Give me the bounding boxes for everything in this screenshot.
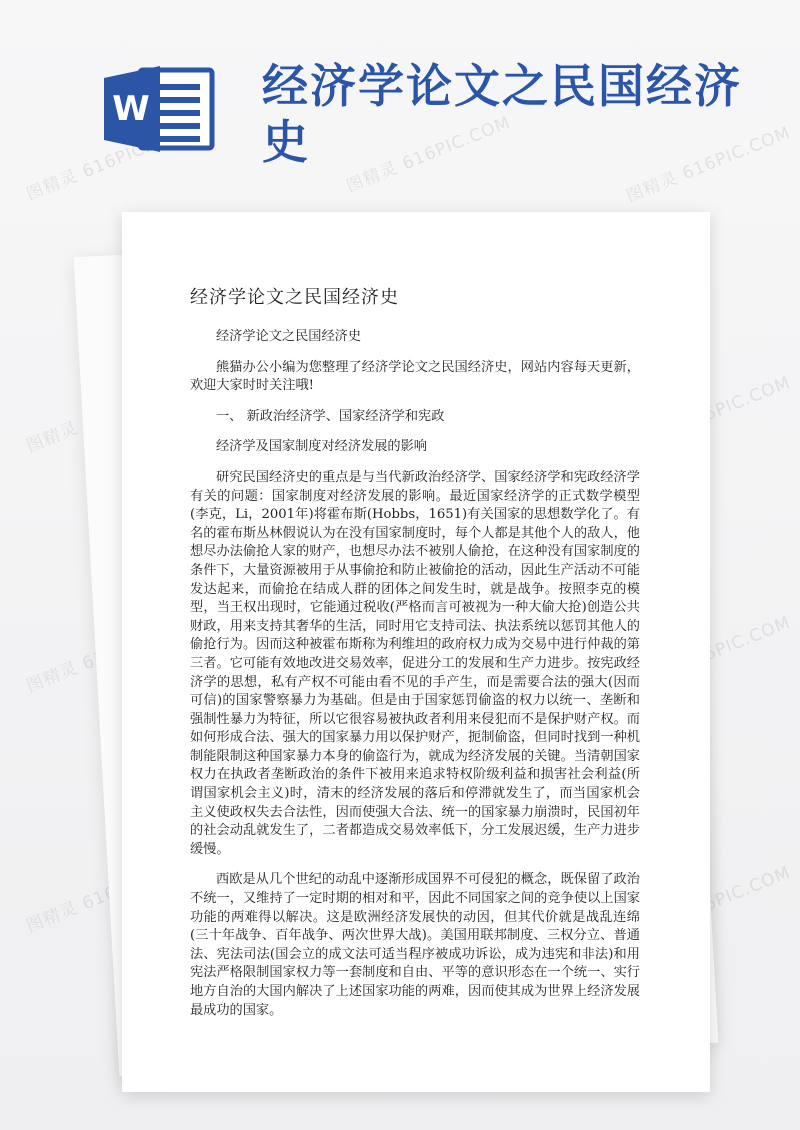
- word-document-icon: [104, 66, 216, 152]
- paragraph-section-heading: 一、 新政治经济学、国家经济学和宪政: [216, 408, 445, 424]
- paragraph-body-2: 西欧是从几个世纪的动乱中逐渐形成国界不可侵犯的概念，既保留了政治不统一，又维持了一定时期的相对和平，因此不同国家之间的竞争使以上国家功能的两难得以解决。这是欧洲经济发展快的动因，但其代价就是战乱连绵(三十年战争、百年战争、两次世界大战)。美国用联邦制度、三权分立、普通法、宪法司法(国会立的成文法可适当程序被成功诉讼，成为违宪和非法)和用宪法严格限制国家权力等一套制度和自由、平等的意识形态在一个统一、实行地方自治的大国内解决了上述国家功能的两难，因而使其成为世界上经济发展最成功的国家。: [190, 872, 640, 1018]
- paragraph-intro: 熊猫办公小编为您整理了经济学论文之民国经济史，网站内容每天更新，欢迎大家时时关注哦!: [190, 359, 640, 394]
- paragraph-subtitle: 经济学论文之民国经济史: [216, 329, 362, 344]
- paragraph-body-1: 研究民国经济史的重点是与当代新政治经济学、国家经济学和宪政经济学有关的问题：国家制度对经济发展的影响。最近国家经济学的正式数学模型(李克，Li，2001年)将霍布斯(Hobbs，1651)有关国家的思想数学化了。有名的霍布斯丛林假说认为在没有国家制度时，每个人都是其他个人的敌人，他想尽办法偷抢人家的财产，也想尽办法不被别人偷抢，在这种没有国家制度的条件下，大量资源被用于从事偷抢和防止被偷抢的活动，因此生产活动不可能发达起来，而偷抢在结成人群的团体之间发生时，就是战争。按照李克的模型，当王权出现时，它能通过税收(严格而言可被视为一种大偷大抢)创造公共财政，用来支持其奢华的生活，同时用它支持司法、执法系统以惩罚其他人的偷抢行为。因而这种被霍布斯称为利维坦的政府权力成为交易中进行仲裁的第三者。它可能有效地改进交易效率，促进分工的发展和生产力进步。按宪政经济学的思想，私有产权不可能由看不见的手产生，而是需要合法的强大(因而可信)的国家警察暴力为基础。但是由于国家惩罚偷盗的权力以统一、垄断和强制性暴力为特征，所以它很容易被执政者利用来侵犯而不是保护财产权。而如何形成合法、强大的国家暴力用以保护财产，扼制偷盗，但同时找到一种机制能限制这种国家暴力本身的偷盗行为，就成为经济发展的关键。当清朝国家权力在执政者垄断政治的条件下被用来追求特权阶级利益和损害社会利益(所谓国家机会主义)时，清末的经济发展的落后和停滞就发生了，而当国家机会主义使政权失去合法性，因而使强大合法、统一的国家暴力崩溃时，民国初年的社会动乱就发生了，二者都造成交易效率低下，分工发展迟缓，生产力进步缓慢。: [190, 469, 640, 857]
- document-title: 经济学论文之民国经济史: [190, 287, 399, 308]
- header-title: 经济学论文之民国经济史: [262, 59, 742, 169]
- paragraph-subheading: 经济学及国家制度对经济发展的影响: [216, 439, 427, 455]
- word-icon-letter: W: [112, 89, 150, 129]
- document-body: [190, 328, 640, 1030]
- header: [0, 0, 800, 210]
